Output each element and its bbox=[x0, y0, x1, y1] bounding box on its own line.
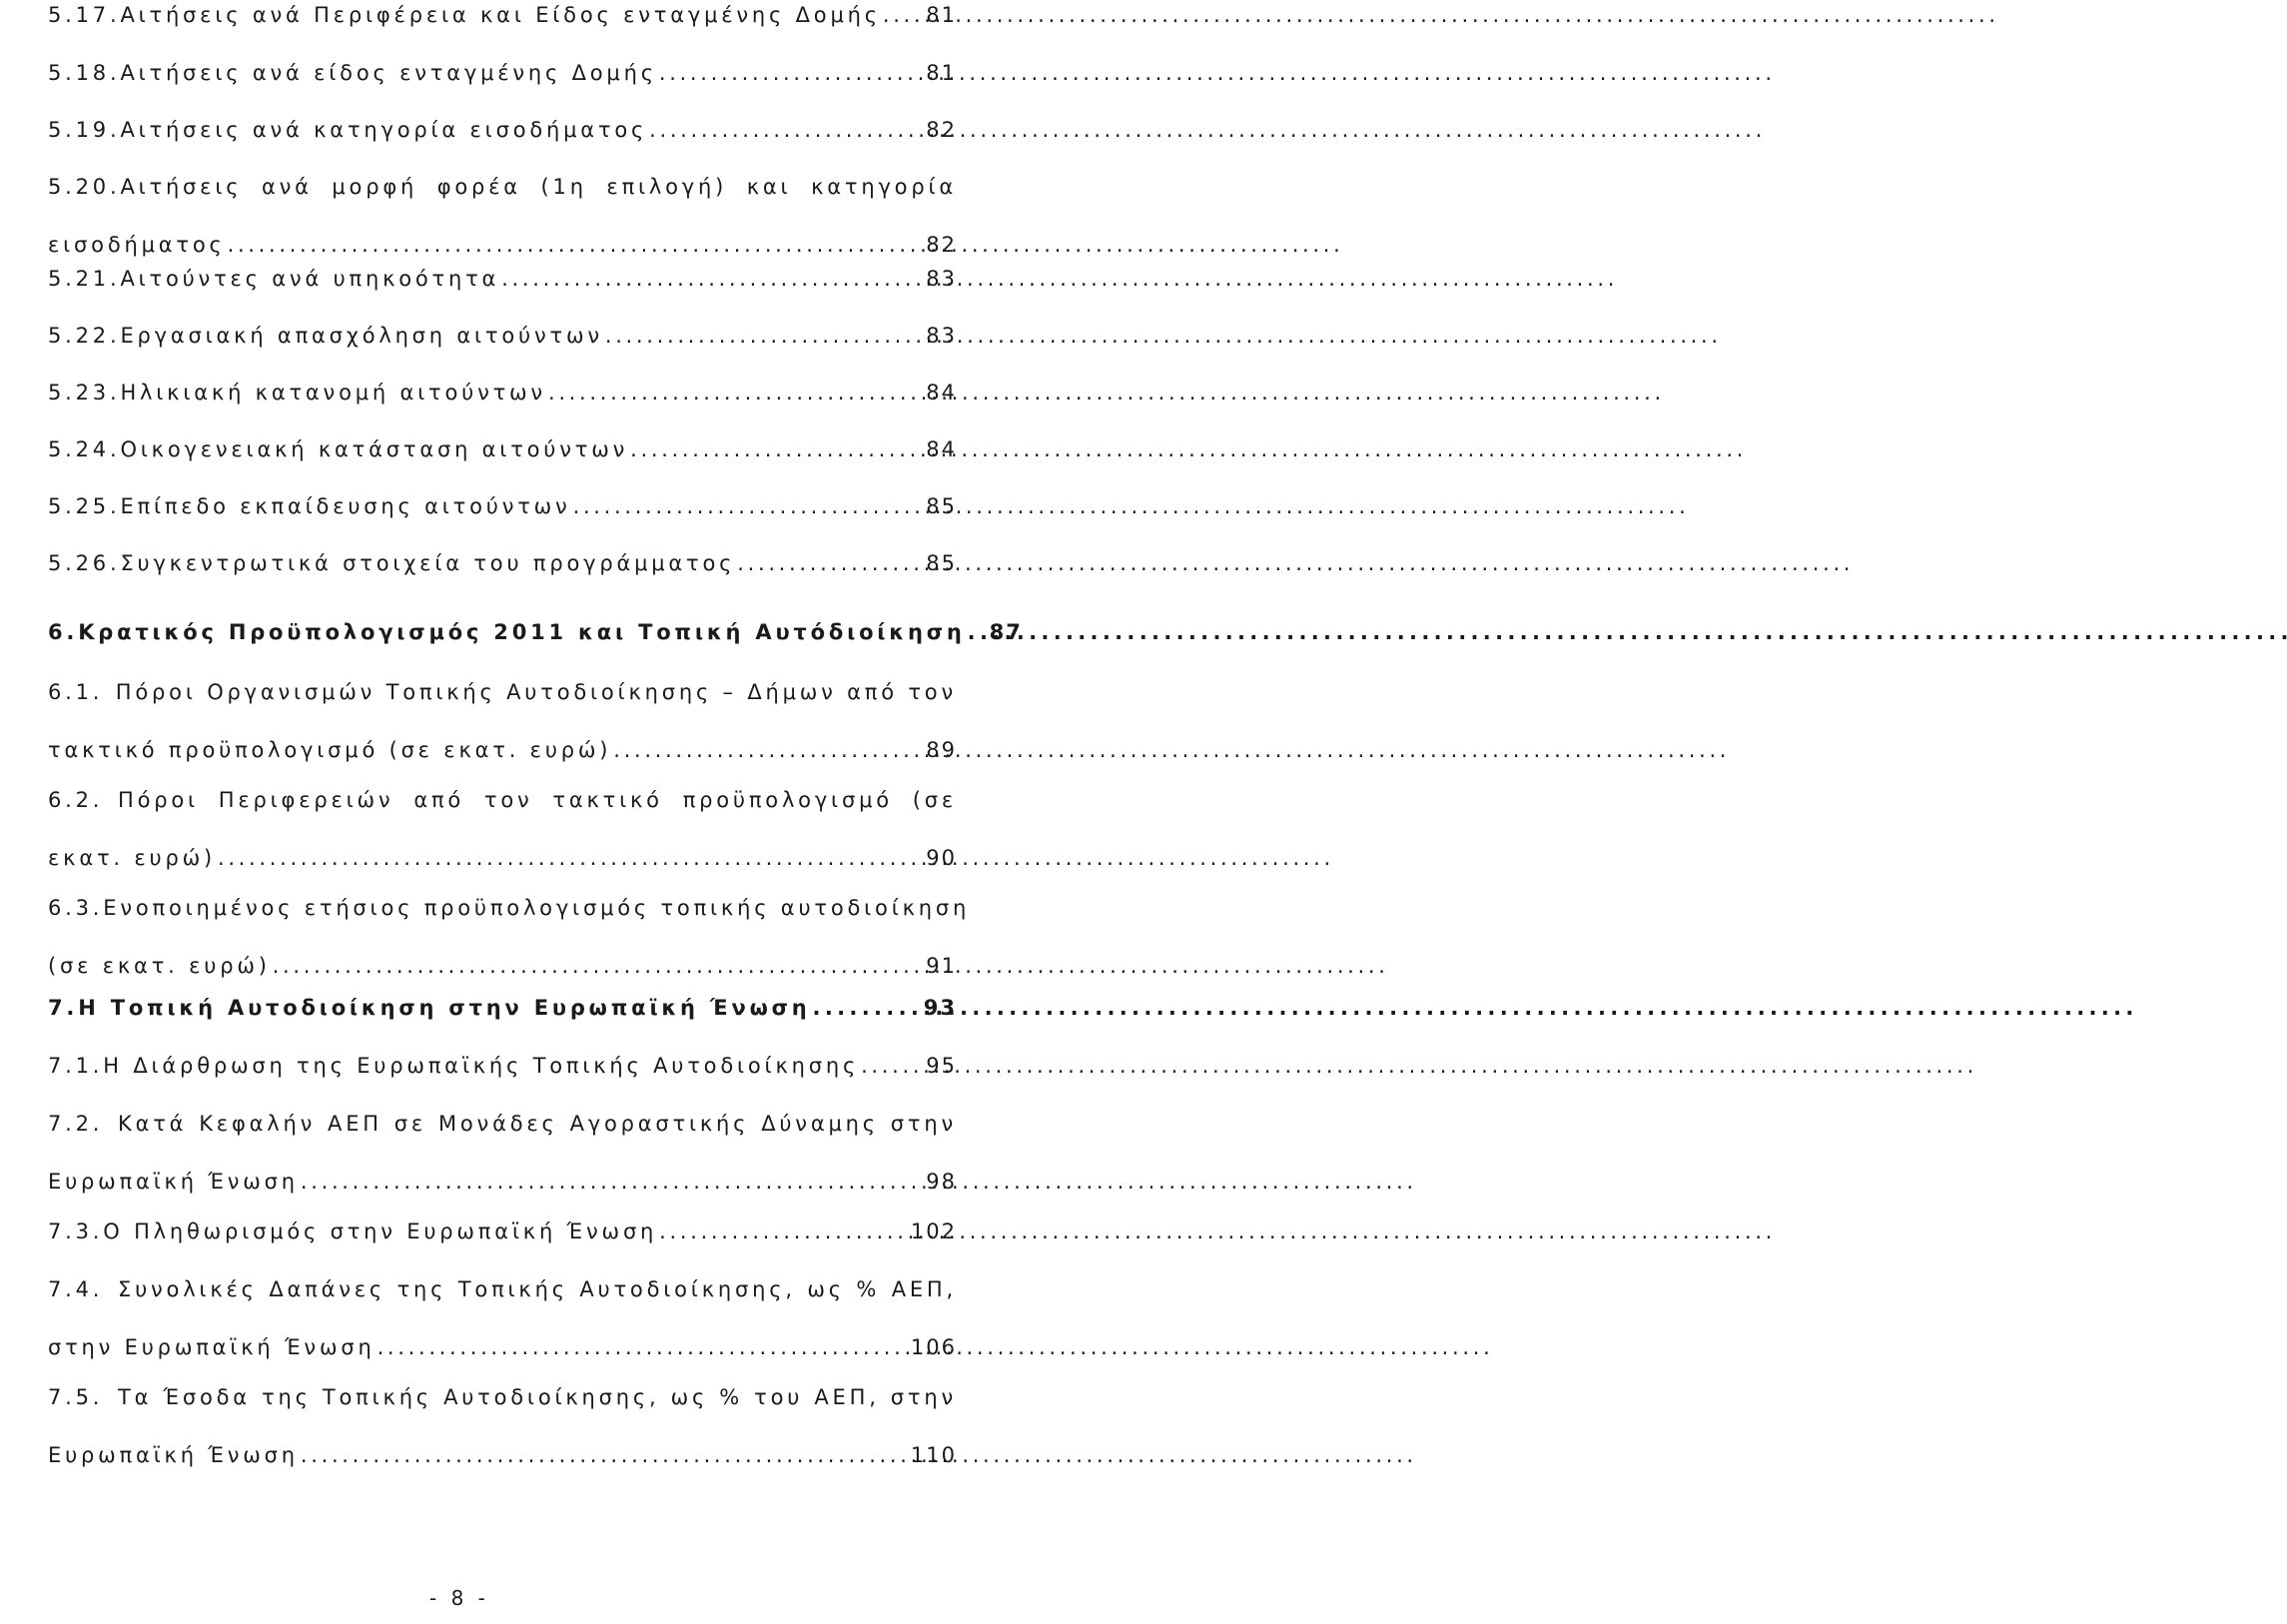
toc-entry-5-17[interactable] bbox=[48, 0, 957, 44]
entry-page: 95 bbox=[926, 1054, 957, 1078]
entry-title: Συγκεντρωτικά στοιχεία του προγράμματος bbox=[120, 551, 736, 575]
entry-title: Εργασιακή απασχόληση αιτούντων bbox=[120, 324, 603, 348]
dot-leader bbox=[737, 534, 924, 592]
entry-title: Αιτήσεις ανά Περιφέρεια και Είδος ενταγμένης Δομής bbox=[120, 3, 881, 27]
entry-title-line1: Αιτήσεις ανά μορφή φορέα (1η επιλογή) και κατηγορία bbox=[120, 175, 957, 199]
entry-page: 82 bbox=[926, 118, 957, 142]
entry-number: 5.19. bbox=[48, 118, 121, 142]
toc-entry-5-19[interactable] bbox=[48, 101, 957, 159]
toc-entry-7-5[interactable] bbox=[48, 1368, 957, 1484]
page-footer-number: - 8 - bbox=[429, 1586, 489, 1610]
entry-number: 7.5. bbox=[48, 1385, 104, 1409]
entry-title-line1: Πόροι Οργανισμών Τοπικής Αυτοδιοίκησης – Δήμων από τον bbox=[115, 680, 957, 704]
toc-entry-6-2[interactable] bbox=[48, 771, 957, 887]
toc-entry-5-24[interactable] bbox=[48, 420, 957, 478]
entry-title-line1: Τα Έσοδα της Τοπικής Αυτοδιοίκησης, ως % του ΑΕΠ, στην bbox=[118, 1385, 957, 1409]
entry-number: 5.24. bbox=[48, 437, 121, 461]
dot-leader bbox=[659, 44, 924, 102]
entry-title-line2: τακτικό προϋπολογισμό (σε εκατ. ευρώ) bbox=[48, 738, 612, 762]
toc-entry-6-3[interactable] bbox=[48, 879, 971, 995]
entry-title-line2: στην Ευρωπαϊκή Ένωση bbox=[48, 1335, 376, 1359]
dot-leader bbox=[605, 307, 924, 365]
entry-number: 5.17. bbox=[48, 3, 121, 27]
entry-title: Αιτήσεις ανά κατηγορία εισοδήματος bbox=[120, 118, 648, 142]
toc-entry-7-2[interactable] bbox=[48, 1095, 957, 1211]
entry-title-line1: Κατά Κεφαλήν ΑΕΠ σε Μονάδες Αγοραστικής Δύναμης στην bbox=[118, 1112, 957, 1136]
entry-page: 89 bbox=[926, 738, 957, 762]
entry-number: 7.2. bbox=[48, 1112, 104, 1136]
dot-leader bbox=[659, 1203, 909, 1260]
chapter-title: Η Τοπική Αυτοδιοίκηση στην Ευρωπαϊκή Ένωση bbox=[78, 996, 811, 1020]
entry-number: 5.25. bbox=[48, 494, 121, 518]
toc-entry-5-26[interactable] bbox=[48, 534, 957, 592]
entry-page: 102 bbox=[910, 1219, 957, 1243]
dot-leader bbox=[301, 1426, 909, 1484]
entry-title-line2: Ευρωπαϊκή Ένωση bbox=[48, 1443, 299, 1467]
chapter-number: 6. bbox=[48, 620, 79, 644]
entry-title-line2: (σε εκατ. ευρώ) bbox=[48, 954, 271, 978]
dot-leader bbox=[630, 420, 924, 478]
dot-leader bbox=[861, 1037, 924, 1095]
entry-page: 83 bbox=[926, 267, 957, 291]
dot-leader bbox=[548, 364, 924, 421]
entry-page: 84 bbox=[926, 437, 957, 461]
entry-page: 83 bbox=[926, 324, 957, 348]
toc-entry-5-21[interactable] bbox=[48, 250, 957, 308]
entry-page: 81 bbox=[926, 3, 957, 27]
toc-entry-6-1[interactable] bbox=[48, 663, 957, 779]
entry-page: 98 bbox=[926, 1170, 957, 1194]
toc-entry-5-23[interactable] bbox=[48, 364, 957, 421]
entry-number: 5.20. bbox=[48, 175, 121, 199]
entry-number: 5.18. bbox=[48, 61, 121, 85]
entry-page: 85 bbox=[926, 551, 957, 575]
toc-chapter-6[interactable] bbox=[48, 603, 1023, 661]
entry-page: 81 bbox=[926, 61, 957, 85]
toc-entry-7-1[interactable] bbox=[48, 1037, 957, 1095]
entry-number: 5.26. bbox=[48, 551, 121, 575]
entry-title-line2: εκατ. ευρώ) bbox=[48, 846, 216, 870]
entry-title-line2: εισοδήματος bbox=[48, 233, 226, 257]
entry-title-line1: Συνολικές Δαπάνες της Τοπικής Αυτοδιοίκησης, ως % ΑΕΠ, bbox=[118, 1277, 957, 1301]
toc-entry-5-18[interactable] bbox=[48, 44, 957, 102]
dot-leader bbox=[573, 477, 925, 535]
entry-page: 110 bbox=[910, 1443, 957, 1467]
entry-page: 106 bbox=[910, 1335, 957, 1359]
toc-entry-7-3[interactable] bbox=[48, 1203, 957, 1260]
entry-title: Η Διάρθρωση της Ευρωπαϊκής Τοπικής Αυτοδιοίκησης bbox=[103, 1054, 860, 1078]
entry-number: 7.1. bbox=[48, 1054, 104, 1078]
document-page bbox=[0, 0, 1023, 1624]
entry-page: 85 bbox=[926, 494, 957, 518]
entry-title: Επίπεδο εκπαίδευσης αιτούντων bbox=[120, 494, 571, 518]
entry-title-line2: Ευρωπαϊκή Ένωση bbox=[48, 1170, 299, 1194]
entry-number: 6.2. bbox=[48, 788, 104, 812]
chapter-number: 7. bbox=[48, 996, 79, 1020]
entry-page: 90 bbox=[926, 846, 957, 870]
entry-title-line1: Ενοποιημένος ετήσιος προϋπολογισμός τοπικής αυτοδιοίκηση bbox=[103, 896, 971, 920]
chapter-title: Κρατικός Προϋπολογισμός 2011 και Τοπική Αυτόδιοίκηση bbox=[78, 620, 966, 644]
toc-chapter-7[interactable] bbox=[48, 979, 957, 1037]
entry-number: 7.3. bbox=[48, 1219, 104, 1243]
entry-title: Ο Πληθωρισμός στην Ευρωπαϊκή Ένωση bbox=[103, 1219, 658, 1243]
toc-entry-5-22[interactable] bbox=[48, 307, 957, 365]
dot-leader bbox=[649, 101, 924, 159]
chapter-page: 93 bbox=[923, 996, 957, 1020]
entry-number: 6.1. bbox=[48, 680, 104, 704]
toc-entry-5-25[interactable] bbox=[48, 477, 957, 535]
dot-leader bbox=[968, 603, 988, 661]
entry-page: 84 bbox=[926, 381, 957, 405]
entry-title: Αιτούντες ανά υπηκοότητα bbox=[120, 267, 500, 291]
entry-page: 91 bbox=[926, 954, 957, 978]
entry-title-line1: Πόροι Περιφερειών από τον τακτικό προϋπολογισμό (σε bbox=[118, 788, 957, 812]
entry-page: 82 bbox=[926, 233, 957, 257]
dot-leader bbox=[501, 250, 924, 308]
chapter-page: 87 bbox=[989, 620, 1023, 644]
entry-number: 5.23. bbox=[48, 381, 121, 405]
entry-title: Αιτήσεις ανά είδος ενταγμένης Δομής bbox=[120, 61, 657, 85]
entry-number: 7.4. bbox=[48, 1277, 104, 1301]
dot-leader bbox=[813, 979, 922, 1037]
dot-leader bbox=[883, 0, 924, 44]
toc-entry-7-4[interactable] bbox=[48, 1260, 957, 1376]
entry-number: 6.3. bbox=[48, 896, 104, 920]
entry-title: Ηλικιακή κατανομή αιτούντων bbox=[120, 381, 546, 405]
entry-number: 5.22. bbox=[48, 324, 121, 348]
entry-title: Οικογενειακή κατάσταση αιτούντων bbox=[120, 437, 629, 461]
entry-number: 5.21. bbox=[48, 267, 121, 291]
